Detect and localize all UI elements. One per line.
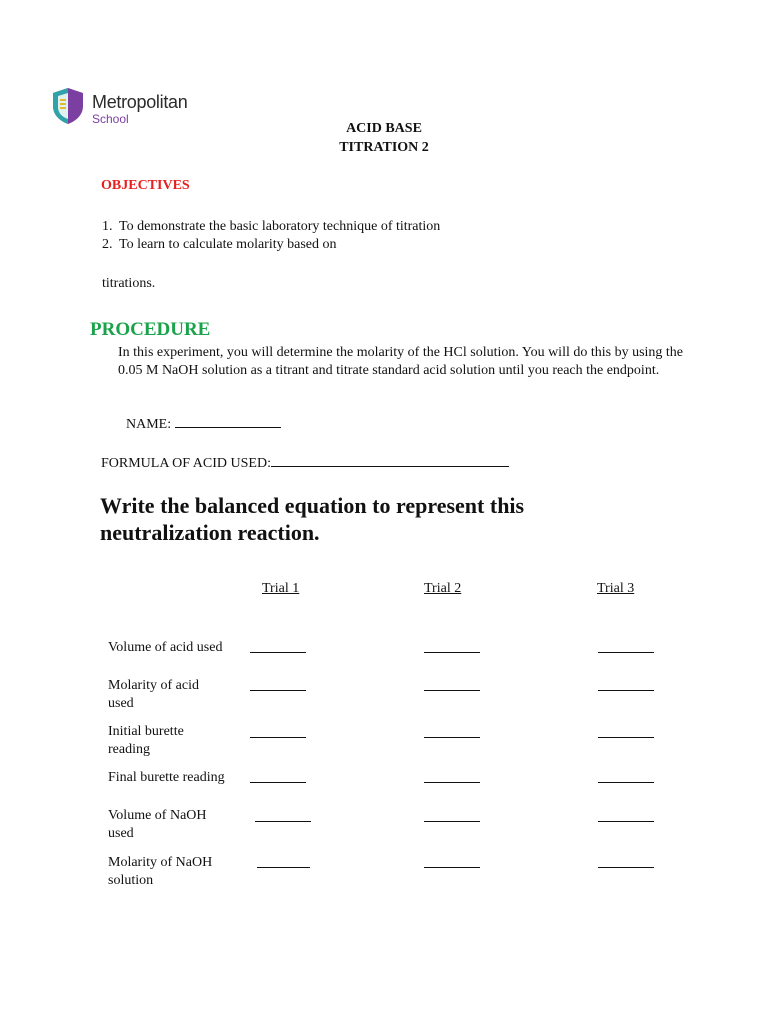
answer-blank[interactable] — [424, 737, 480, 738]
answer-blank[interactable] — [424, 782, 480, 783]
procedure-text: In this experiment, you will determine the molarity of the HCl solution. You will do this by using the 0.05 M NaOH solution as a titrant and titrate standard acid solution until you reach the endpoint. — [118, 345, 684, 378]
list-item — [102, 236, 440, 254]
objectives-continuation: titrations. — [102, 276, 156, 291]
answer-blank[interactable] — [598, 690, 654, 691]
formula-label: FORMULA OF ACID USED: — [101, 456, 271, 471]
name-label: NAME: — [126, 417, 172, 432]
list-text: To demonstrate the basic laboratory technique of titration — [119, 219, 441, 234]
row-label-volume-naoh: Volume of NaOH used — [108, 808, 207, 841]
logo-name: Metropolitan — [92, 92, 188, 112]
objectives-heading: OBJECTIVES — [101, 178, 190, 193]
list-item — [102, 218, 440, 236]
answer-blank[interactable] — [257, 867, 310, 868]
name-blank[interactable] — [175, 415, 281, 428]
equation-instruction: Write the balanced equation to represent this neutralization reaction. — [100, 493, 525, 545]
answer-blank[interactable] — [250, 782, 306, 783]
objectives-list — [102, 218, 440, 254]
list-text: To learn to calculate molarity based on — [119, 237, 337, 252]
row-label-molarity-acid: Molarity of acid used — [108, 678, 199, 711]
answer-blank[interactable] — [250, 652, 306, 653]
name-field — [126, 415, 281, 433]
answer-blank[interactable] — [598, 782, 654, 783]
answer-blank[interactable] — [598, 867, 654, 868]
answer-blank[interactable] — [424, 867, 480, 868]
row-label-molarity-naoh: Molarity of NaOH solution — [108, 855, 213, 888]
shield-icon — [50, 86, 86, 126]
answer-blank[interactable] — [424, 690, 480, 691]
logo-subtitle: School — [92, 112, 129, 126]
trial-1-header: Trial 1 — [262, 581, 300, 596]
answer-blank[interactable] — [250, 737, 306, 738]
document-title-line1: ACID BASE — [346, 121, 422, 136]
answer-blank[interactable] — [424, 652, 480, 653]
row-label-final-burette: Final burette reading — [108, 770, 225, 785]
trial-2-header: Trial 2 — [424, 581, 462, 596]
formula-field — [101, 454, 509, 472]
answer-blank[interactable] — [598, 652, 654, 653]
formula-blank[interactable] — [271, 454, 509, 467]
answer-blank[interactable] — [598, 821, 654, 822]
answer-blank[interactable] — [424, 821, 480, 822]
row-label-initial-burette: Initial burette reading — [108, 724, 184, 757]
answer-blank[interactable] — [250, 690, 306, 691]
trial-3-header: Trial 3 — [597, 581, 635, 596]
answer-blank[interactable] — [255, 821, 311, 822]
list-number: 2. — [102, 237, 113, 252]
list-number: 1. — [102, 219, 113, 234]
row-label-volume-acid: Volume of acid used — [108, 640, 223, 655]
document-title-line2: TITRATION 2 — [339, 140, 429, 155]
answer-blank[interactable] — [598, 737, 654, 738]
procedure-heading: PROCEDURE — [90, 319, 211, 340]
